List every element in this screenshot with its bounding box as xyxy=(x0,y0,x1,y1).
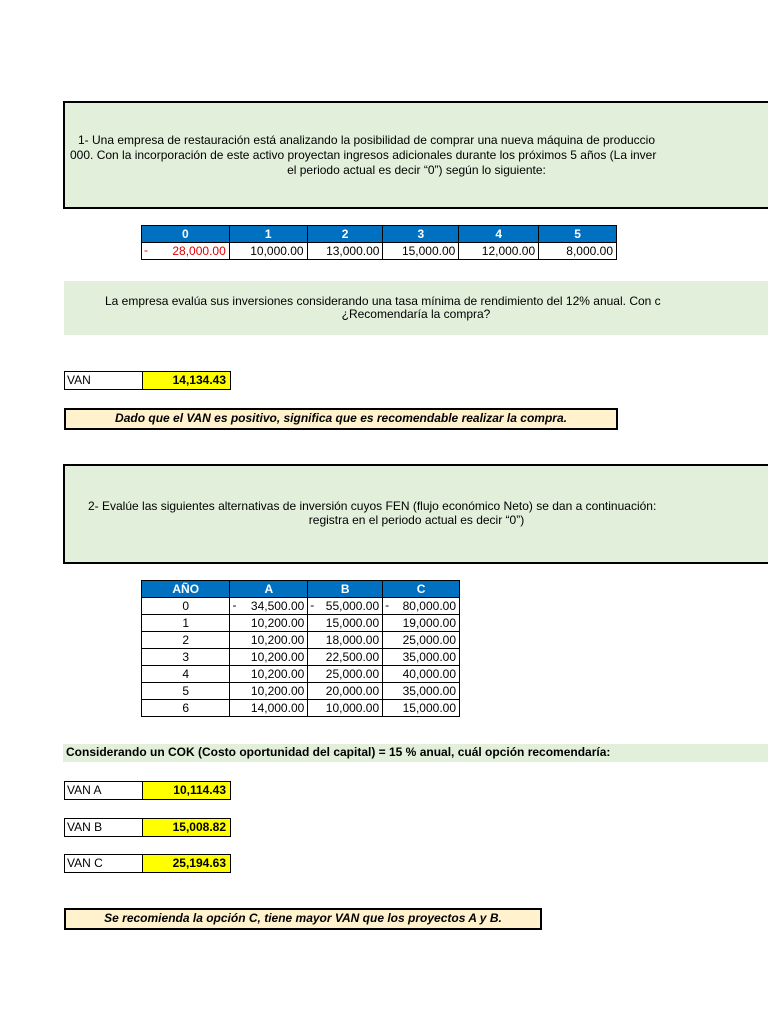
fen-cell-a xyxy=(230,700,308,717)
fen-cell-b xyxy=(308,683,383,700)
fen-cell-a xyxy=(230,666,308,683)
fen-cell-c xyxy=(383,632,460,649)
cashflow-value: 28,000.00 xyxy=(172,244,226,258)
fen-cell-b xyxy=(308,700,383,717)
fen-cell-c xyxy=(383,666,460,683)
fen-value: 10,200.00 xyxy=(250,667,305,681)
table-row xyxy=(142,700,460,717)
van-a-label: VAN A xyxy=(64,781,143,800)
negative-sign: - xyxy=(385,598,390,612)
cashflow-value: 15,000.00 xyxy=(401,244,456,258)
fen-cell-a xyxy=(230,683,308,700)
cashflow-cell xyxy=(142,243,230,260)
fen-value: 35,000.00 xyxy=(402,684,456,698)
fen-cell-a xyxy=(230,598,308,615)
cashflow-cell xyxy=(539,243,617,260)
van-b-label: VAN B xyxy=(64,818,143,837)
problem1-line-1: 1- Una empresa de restauración está analizando la posibilidad de comprar una nueva máquina de produccio xyxy=(78,133,656,147)
period-header: 5 xyxy=(539,226,617,243)
period-header: 0 xyxy=(142,226,230,243)
period-header: 2 xyxy=(307,226,383,243)
fen-cell-a xyxy=(230,649,308,666)
table-row xyxy=(142,598,460,615)
cok-question: Considerando un COK (Costo oportunidad del capital) = 15 % anual, cuál opción recomendaría: xyxy=(63,744,768,762)
problem2-table-body xyxy=(142,598,460,717)
fen-cell-c xyxy=(383,598,460,615)
fen-value: 18,000.00 xyxy=(325,633,380,647)
fen-value: 34,500.00 xyxy=(250,599,305,613)
negative-sign: - xyxy=(232,598,237,612)
van-a-value: 10,114.43 xyxy=(143,781,231,800)
problem1-line-2: 000. Con la incorporación de este activo proyectan ingresos adicionales durante los próximos 5 años (La inver xyxy=(70,148,657,162)
van-c-value: 25,194.63 xyxy=(143,854,231,873)
fen-cell-b xyxy=(308,615,383,632)
fen-cell-b xyxy=(308,598,383,615)
table-row xyxy=(142,632,460,649)
problem1-statement-box xyxy=(63,101,768,209)
problem1-header-row xyxy=(142,226,617,243)
fen-cell-b xyxy=(308,649,383,666)
cashflow-cell xyxy=(459,243,539,260)
cashflow-cell xyxy=(229,243,307,260)
fen-value: 55,000.00 xyxy=(325,599,380,613)
problem2-header-row xyxy=(142,581,460,598)
fen-value: 80,000.00 xyxy=(402,599,456,613)
fen-value: 15,000.00 xyxy=(402,701,456,715)
fen-value: 22,500.00 xyxy=(325,650,380,664)
fen-cell-a xyxy=(230,615,308,632)
problem2-fen-table xyxy=(141,580,460,717)
fen-cell-a xyxy=(230,632,308,649)
table-row xyxy=(142,683,460,700)
cashflow-cell xyxy=(307,243,383,260)
year-cell: 3 xyxy=(142,649,230,666)
period-header: 1 xyxy=(229,226,307,243)
table-row xyxy=(142,615,460,632)
alt-b-header: B xyxy=(308,581,383,598)
fen-cell-c xyxy=(383,700,460,717)
fen-value: 14,000.00 xyxy=(250,701,305,715)
fen-cell-c xyxy=(383,683,460,700)
fen-value: 10,000.00 xyxy=(325,701,380,715)
problem1-question-line-1: La empresa evalúa sus inversiones considerando una tasa mínima de rendimiento del 12% anual. Con c xyxy=(105,294,661,308)
year-header: AÑO xyxy=(142,581,230,598)
cashflow-value: 12,000.00 xyxy=(481,244,536,258)
negative-sign: - xyxy=(144,243,148,257)
fen-value: 25,000.00 xyxy=(402,633,456,647)
problem2-statement-box xyxy=(63,464,768,564)
fen-cell-b xyxy=(308,666,383,683)
year-cell: 4 xyxy=(142,666,230,683)
fen-cell-c xyxy=(383,615,460,632)
cashflow-value: 10,000.00 xyxy=(250,244,304,258)
fen-value: 20,000.00 xyxy=(325,684,380,698)
fen-value: 19,000.00 xyxy=(402,616,456,630)
table-row xyxy=(142,666,460,683)
cashflow-cell xyxy=(383,243,459,260)
problem2-line-1: 2- Evalúe las siguientes alternativas de inversión cuyos FEN (flujo económico Neto) se dan a continuación: xyxy=(88,499,657,513)
fen-cell-c xyxy=(383,649,460,666)
year-cell: 6 xyxy=(142,700,230,717)
van-c-label: VAN C xyxy=(64,854,143,873)
fen-value: 25,000.00 xyxy=(325,667,380,681)
problem1-conclusion: Dado que el VAN es positivo, significa que es recomendable realizar la compra. xyxy=(64,408,618,430)
period-header: 4 xyxy=(459,226,539,243)
alt-c-header: C xyxy=(383,581,460,598)
fen-value: 35,000.00 xyxy=(402,650,456,664)
van-value: 14,134.43 xyxy=(143,371,231,390)
van-b-value: 15,008.82 xyxy=(143,818,231,837)
van-label: VAN xyxy=(64,371,143,390)
fen-value: 40,000.00 xyxy=(402,667,456,681)
alt-a-header: A xyxy=(230,581,308,598)
fen-value: 10,200.00 xyxy=(250,650,305,664)
fen-value: 10,200.00 xyxy=(250,633,305,647)
year-cell: 2 xyxy=(142,632,230,649)
period-header: 3 xyxy=(383,226,459,243)
fen-value: 10,200.00 xyxy=(250,616,305,630)
problem1-question-box xyxy=(64,281,768,335)
problem2-conclusion: Se recomienda la opción C, tiene mayor VAN que los proyectos A y B. xyxy=(64,908,542,930)
table-row xyxy=(142,649,460,666)
year-cell: 0 xyxy=(142,598,230,615)
year-cell: 5 xyxy=(142,683,230,700)
fen-value: 15,000.00 xyxy=(325,616,380,630)
problem1-question-line-2: ¿Recomendaría la compra? xyxy=(341,307,491,321)
problem1-value-row xyxy=(142,243,617,260)
year-cell: 1 xyxy=(142,615,230,632)
problem2-line-2: registra en el periodo actual es decir “0”) xyxy=(308,513,525,527)
fen-cell-b xyxy=(308,632,383,649)
problem1-cashflow-table xyxy=(141,225,617,260)
cashflow-value: 8,000.00 xyxy=(566,244,613,258)
problem1-line-3: el periodo actual es decir “0”) según lo siguiente: xyxy=(287,163,546,177)
cashflow-value: 13,000.00 xyxy=(326,244,380,258)
negative-sign: - xyxy=(310,598,315,612)
fen-value: 10,200.00 xyxy=(250,684,305,698)
